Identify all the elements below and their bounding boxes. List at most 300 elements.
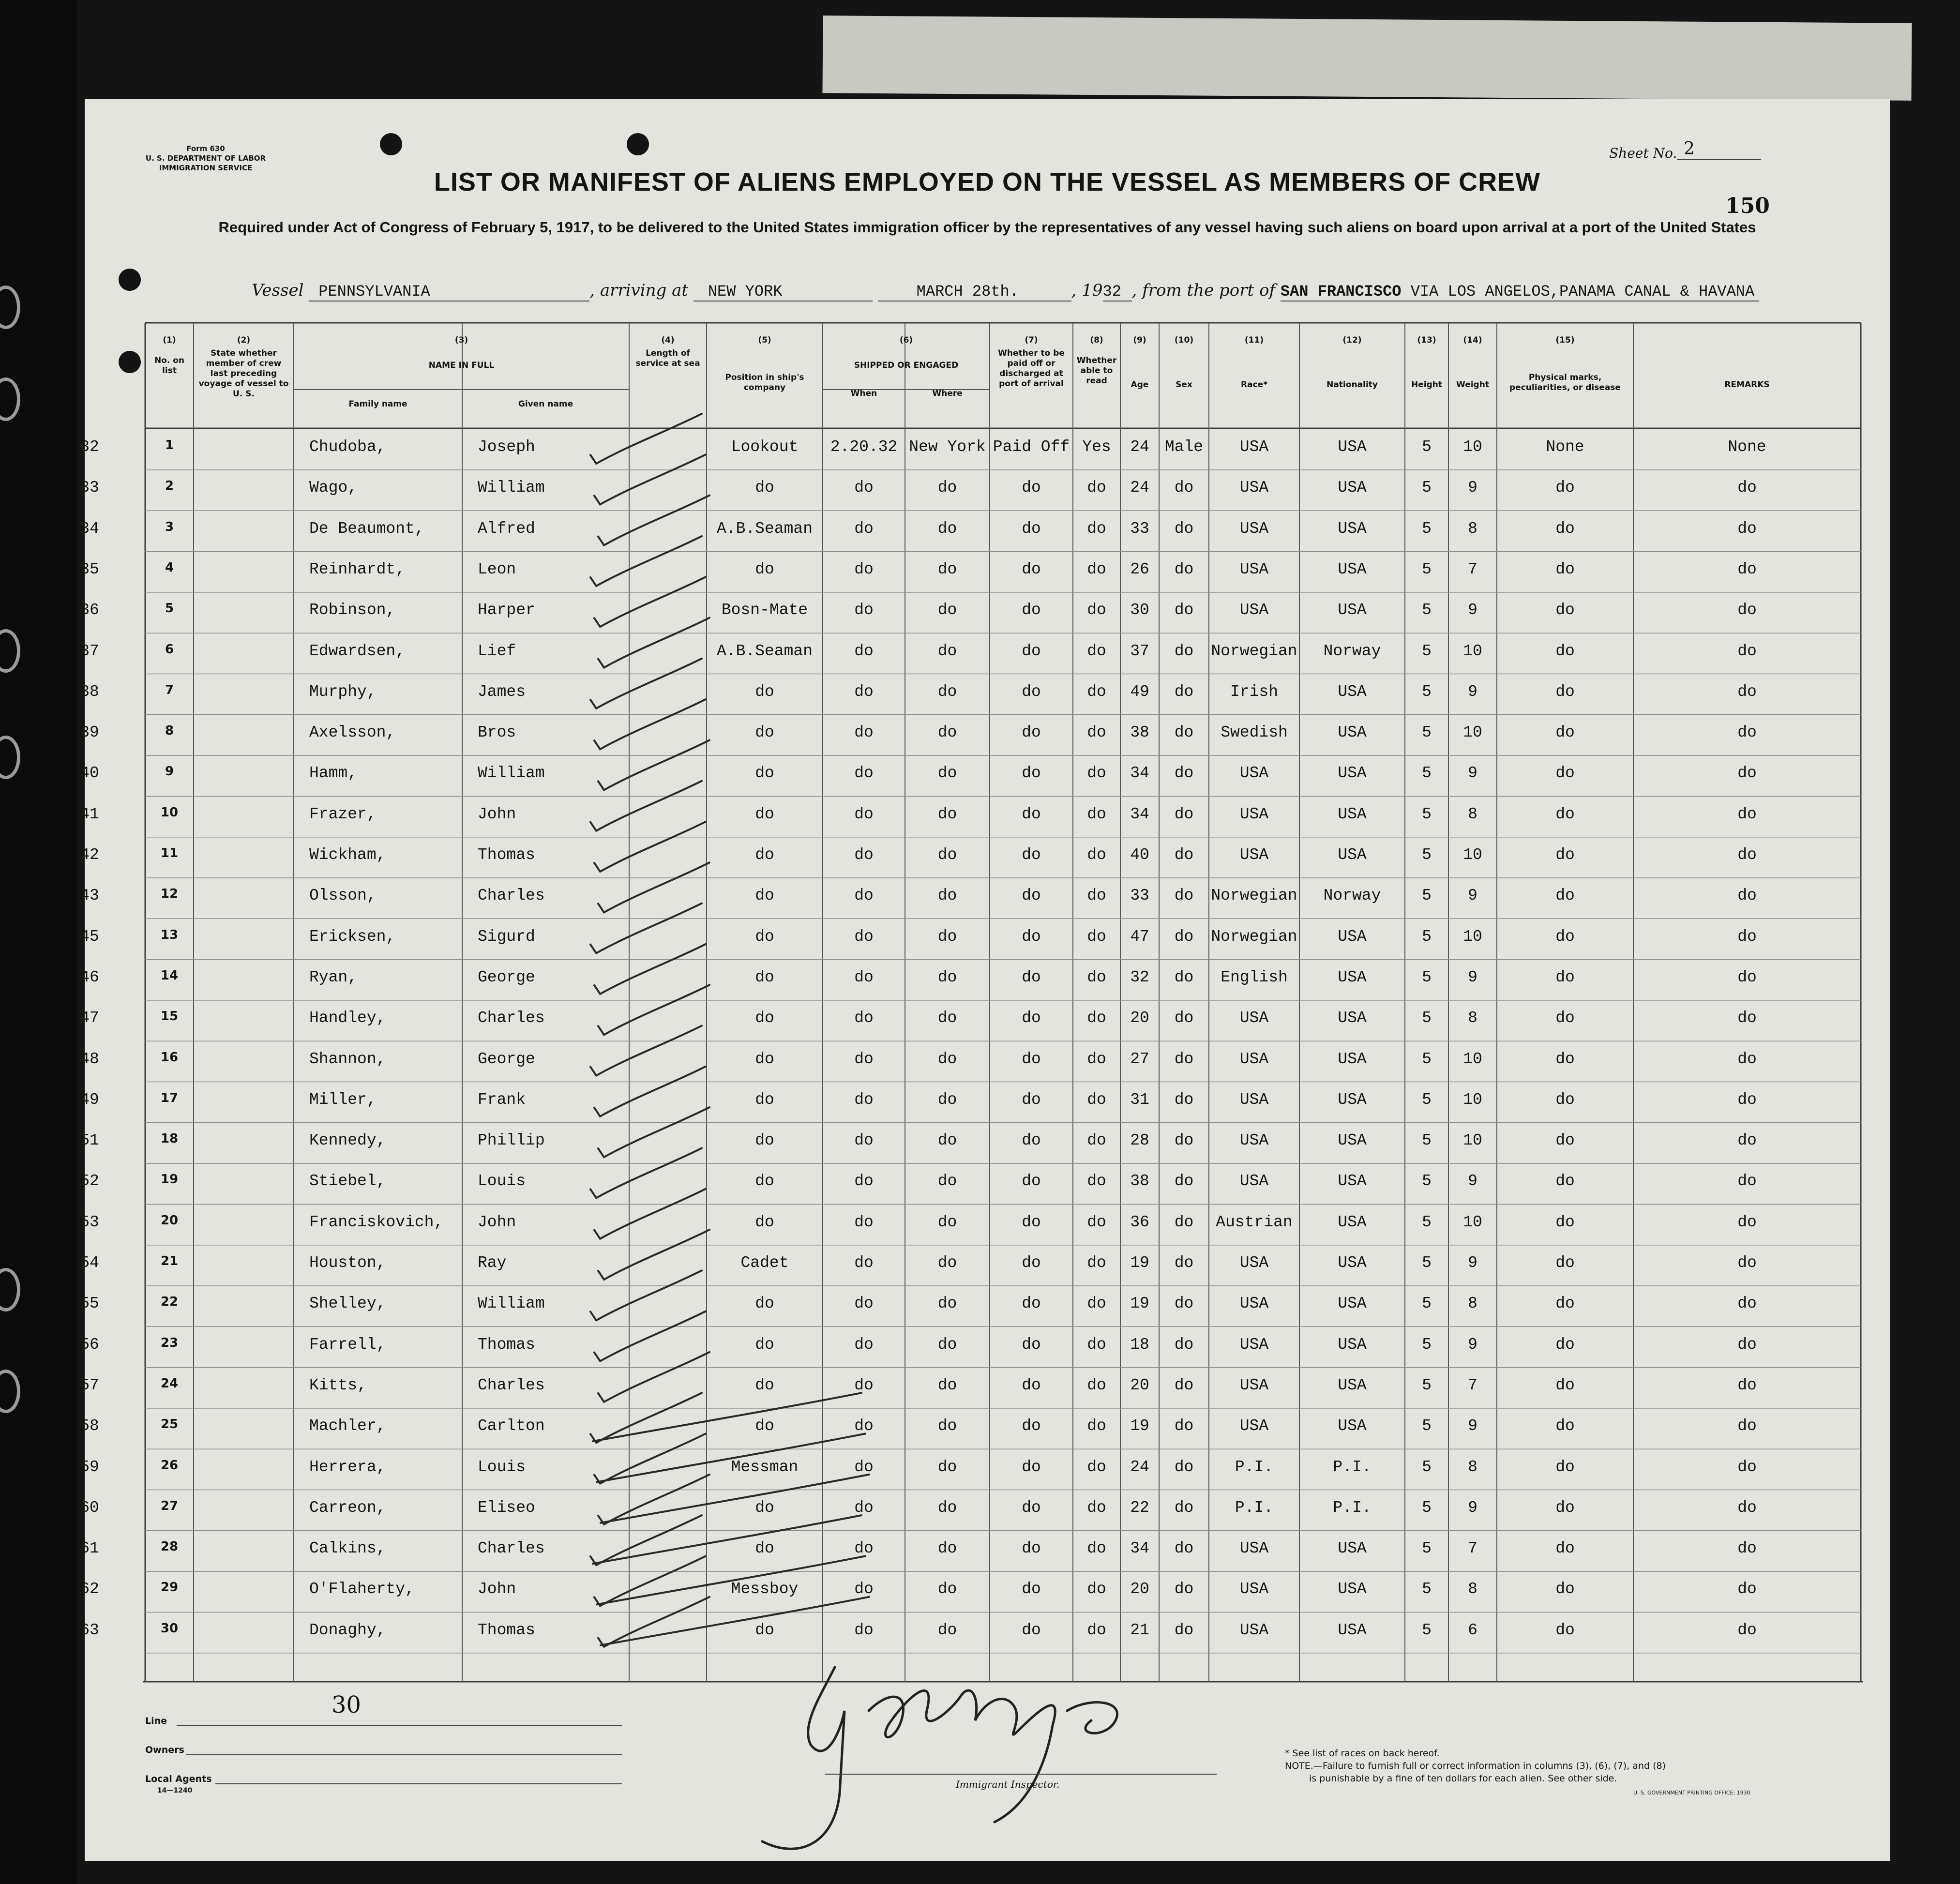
column-header-c11: Race*	[1240, 380, 1268, 390]
cell-fam: Ryan,	[309, 968, 358, 986]
margin-line-number: 46	[80, 968, 99, 986]
cell-nat: USA	[1338, 1335, 1367, 1354]
cell-race: USA	[1239, 1295, 1269, 1313]
cell-race: Austrian	[1216, 1213, 1293, 1231]
cell-pos: do	[755, 764, 774, 783]
cell-read: do	[1087, 1254, 1106, 1272]
column-header-c13: Height	[1411, 380, 1442, 390]
cell-paid: Paid Off	[993, 438, 1070, 456]
cell-nat: USA	[1338, 927, 1367, 946]
cell-marks: do	[1555, 1580, 1575, 1598]
cell-age: 40	[1130, 846, 1149, 864]
cell-where: do	[937, 1498, 957, 1517]
cell-read: do	[1087, 1335, 1106, 1354]
inspector-signature	[762, 1667, 1117, 1849]
cell-n: 11	[160, 846, 179, 860]
cell-pos: do	[755, 1621, 774, 1639]
cell-sex: do	[1174, 805, 1194, 823]
cell-when: do	[854, 1131, 874, 1150]
cell-age: 30	[1130, 601, 1149, 619]
line-label: Line	[145, 1716, 167, 1726]
cell-when: do	[854, 519, 874, 538]
cell-wt: 8	[1468, 1009, 1478, 1027]
cell-n: 3	[165, 519, 174, 534]
margin-line-number: 63	[80, 1621, 99, 1639]
cell-nat: P.I.	[1333, 1458, 1372, 1476]
cell-pos: do	[755, 1090, 774, 1109]
cell-rem: do	[1737, 1213, 1757, 1231]
cell-fam: Carreon,	[309, 1498, 386, 1517]
cell-rem: do	[1737, 1050, 1757, 1068]
cell-sex: do	[1174, 723, 1194, 742]
cell-when: do	[854, 642, 874, 660]
cell-n: 27	[160, 1498, 179, 1513]
cell-ht: 5	[1422, 1621, 1432, 1639]
cell-nat: USA	[1338, 1131, 1367, 1150]
cell-paid: do	[1022, 1458, 1041, 1476]
cell-nat: USA	[1338, 764, 1367, 783]
cell-ht: 5	[1422, 1213, 1432, 1231]
cell-marks: do	[1555, 1498, 1575, 1517]
cell-race: USA	[1239, 1335, 1269, 1354]
cell-giv: Thomas	[478, 1621, 535, 1639]
cell-age: 49	[1130, 682, 1149, 701]
cell-read: do	[1087, 1417, 1106, 1435]
cell-giv: George	[478, 968, 535, 986]
check-mark	[594, 577, 706, 627]
cell-rem: do	[1737, 1621, 1757, 1639]
penalty-note-cont: is punishable by a fine of ten dollars for each alien. See other side.	[1309, 1773, 1617, 1784]
cell-giv: John	[478, 805, 516, 823]
cell-sex: do	[1174, 1580, 1194, 1598]
margin-line-number: 55	[80, 1295, 99, 1313]
cell-race: Swedish	[1221, 723, 1288, 742]
cell-wt: 10	[1463, 723, 1482, 742]
cell-nat: USA	[1338, 1050, 1367, 1068]
cell-n: 22	[160, 1295, 179, 1310]
cell-where: do	[937, 887, 957, 905]
cell-paid: do	[1022, 968, 1041, 986]
cell-pos: do	[755, 1335, 774, 1354]
cell-n: 2	[165, 479, 174, 494]
cell-ht: 5	[1422, 1050, 1432, 1068]
cell-where: do	[937, 479, 957, 497]
check-mark	[594, 944, 706, 994]
margin-line-number: 56	[80, 1335, 99, 1354]
sheet-label: Sheet No.	[1609, 145, 1677, 161]
cell-rem: do	[1737, 1090, 1757, 1109]
cell-paid: do	[1022, 519, 1041, 538]
cell-when: do	[854, 1050, 874, 1068]
cell-race: P.I.	[1235, 1458, 1274, 1476]
underlying-page-edge	[822, 15, 1912, 101]
cell-age: 38	[1130, 1172, 1149, 1191]
check-mark	[598, 740, 709, 790]
cell-n: 29	[160, 1580, 179, 1595]
inspector-label: Immigrant Inspector.	[956, 1778, 1060, 1790]
cell-nat: USA	[1338, 438, 1367, 456]
cell-wt: 9	[1468, 887, 1478, 905]
cell-when: do	[854, 1580, 874, 1598]
cell-pos: do	[755, 968, 774, 986]
column-number-n14: (14)	[1463, 335, 1482, 345]
cell-nat: USA	[1338, 1295, 1367, 1313]
cell-wt: 7	[1468, 1376, 1478, 1394]
cell-age: 31	[1130, 1090, 1149, 1109]
cell-marks: do	[1555, 927, 1575, 946]
cell-marks: do	[1555, 1172, 1575, 1191]
cell-sex: do	[1174, 601, 1194, 619]
cell-rem: do	[1737, 927, 1757, 946]
cell-read: do	[1087, 887, 1106, 905]
cell-pos: Lookout	[731, 438, 799, 456]
cell-fam: Reinhardt,	[309, 560, 406, 578]
cell-when: do	[854, 1539, 874, 1558]
column-number-n4: (4)	[661, 335, 675, 345]
cell-n: 28	[160, 1539, 179, 1554]
cell-when: do	[854, 1621, 874, 1639]
cell-when: do	[854, 887, 874, 905]
cell-sex: do	[1174, 927, 1194, 946]
cell-when: do	[854, 601, 874, 619]
margin-line-number: 33	[80, 479, 99, 497]
check-mark-stroke	[597, 1556, 865, 1604]
cell-when: do	[854, 1458, 874, 1476]
cell-age: 20	[1130, 1009, 1149, 1027]
cell-pos: do	[755, 1172, 774, 1191]
column-number-n8: (8)	[1090, 335, 1103, 345]
vessel-label: Vessel	[252, 281, 304, 300]
cell-read: do	[1087, 1090, 1106, 1109]
margin-line-number: 49	[80, 1090, 99, 1109]
binder-ring	[0, 736, 20, 779]
cell-sex: do	[1174, 1090, 1194, 1109]
cell-marks: do	[1555, 1621, 1575, 1639]
column-number-n6: (6)	[899, 335, 913, 345]
cell-fam: Calkins,	[309, 1539, 386, 1558]
cell-fam: Shelley,	[309, 1295, 386, 1313]
cell-where: do	[937, 1580, 957, 1598]
column-number-n10: (10)	[1174, 335, 1194, 345]
cell-race: Norwegian	[1211, 887, 1297, 905]
cell-where: New York	[909, 438, 986, 456]
cell-wt: 9	[1468, 1254, 1478, 1272]
cell-marks: do	[1555, 805, 1575, 823]
cell-giv: William	[478, 1295, 545, 1313]
page-number: 150	[1725, 194, 1770, 218]
cell-giv: Frank	[478, 1090, 526, 1109]
cell-nat: Norway	[1323, 887, 1381, 905]
cell-age: 27	[1130, 1050, 1149, 1068]
cell-nat: USA	[1338, 1090, 1367, 1109]
cell-read: do	[1087, 642, 1106, 660]
cell-wt: 10	[1463, 438, 1482, 456]
cell-age: 26	[1130, 560, 1149, 578]
cell-ht: 5	[1422, 601, 1432, 619]
cell-age: 19	[1130, 1295, 1149, 1313]
cell-paid: do	[1022, 1417, 1041, 1435]
cell-age: 34	[1130, 764, 1149, 783]
cell-giv: Alfred	[478, 519, 535, 538]
cell-n: 1	[165, 438, 174, 452]
cell-when: do	[854, 1376, 874, 1394]
cell-rem: do	[1737, 601, 1757, 619]
cell-sex: do	[1174, 1621, 1194, 1639]
cell-paid: do	[1022, 927, 1041, 946]
cell-n: 12	[160, 887, 179, 902]
cell-race: USA	[1239, 805, 1269, 823]
cell-nat: USA	[1338, 968, 1367, 986]
cell-n: 17	[160, 1090, 179, 1105]
cell-where: do	[937, 1621, 957, 1639]
sheet-number: 2	[1677, 139, 1761, 160]
cell-giv: John	[478, 1580, 516, 1598]
cell-read: do	[1087, 805, 1106, 823]
cell-ht: 5	[1422, 723, 1432, 742]
cell-when: do	[854, 1254, 874, 1272]
check-mark-stroke	[597, 1434, 865, 1482]
cell-race: USA	[1239, 846, 1269, 864]
cell-ht: 5	[1422, 438, 1432, 456]
cell-read: do	[1087, 1376, 1106, 1394]
cell-giv: Carlton	[478, 1417, 545, 1435]
cell-wt: 10	[1463, 1131, 1482, 1150]
cell-paid: do	[1022, 1335, 1041, 1354]
cell-where: do	[937, 642, 957, 660]
cell-wt: 9	[1468, 1417, 1478, 1435]
cell-wt: 8	[1468, 1580, 1478, 1598]
cell-race: English	[1221, 968, 1288, 986]
check-mark	[598, 1107, 709, 1157]
margin-line-number: 37	[80, 642, 99, 660]
cell-pos: do	[755, 1498, 774, 1517]
column-header-c14: Weight	[1456, 380, 1489, 390]
check-mark	[598, 618, 709, 668]
margin-line-number: 41	[80, 805, 99, 823]
cell-ht: 5	[1422, 764, 1432, 783]
cell-rem: do	[1737, 560, 1757, 578]
column-number-n2: (2)	[237, 335, 251, 345]
cell-when: do	[854, 1090, 874, 1109]
cell-fam: Handley,	[309, 1009, 386, 1027]
cell-sex: do	[1174, 1458, 1194, 1476]
cell-ht: 5	[1422, 1295, 1432, 1313]
cell-ht: 5	[1422, 1458, 1432, 1476]
cell-fam: Franciskovich,	[309, 1213, 444, 1231]
line-value: 30	[332, 1691, 362, 1718]
cell-fam: Hamm,	[309, 764, 358, 783]
cell-ht: 5	[1422, 1580, 1432, 1598]
cell-where: do	[937, 968, 957, 986]
cell-when: do	[854, 1172, 874, 1191]
cell-nat: P.I.	[1333, 1498, 1372, 1517]
cell-sex: do	[1174, 1417, 1194, 1435]
cell-n: 4	[165, 560, 174, 575]
cell-age: 33	[1130, 887, 1149, 905]
cell-fam: Axelsson,	[309, 723, 396, 742]
cell-ht: 5	[1422, 1335, 1432, 1354]
check-mark	[594, 454, 706, 504]
cell-rem: do	[1737, 1295, 1757, 1313]
column-number-n15: (15)	[1555, 335, 1575, 345]
cell-marks: do	[1555, 1295, 1575, 1313]
cell-when: do	[854, 1498, 874, 1517]
cell-read: do	[1087, 1458, 1106, 1476]
cell-n: 6	[165, 642, 174, 657]
cell-read: do	[1087, 723, 1106, 742]
cell-where: do	[937, 1376, 957, 1394]
cell-wt: 6	[1468, 1621, 1478, 1639]
cell-fam: Edwardsen,	[309, 642, 406, 660]
cell-n: 18	[160, 1131, 179, 1146]
cell-paid: do	[1022, 601, 1041, 619]
cell-rem: do	[1737, 723, 1757, 742]
cell-fam: Machler,	[309, 1417, 386, 1435]
column-header-c9: Age	[1131, 380, 1149, 390]
margin-line-number: 36	[80, 601, 99, 619]
cell-rem: do	[1737, 1172, 1757, 1191]
cell-nat: USA	[1338, 1417, 1367, 1435]
cell-ht: 5	[1422, 887, 1432, 905]
cell-fam: Donaghy,	[309, 1621, 386, 1639]
cell-pos: do	[755, 805, 774, 823]
cell-wt: 8	[1468, 1295, 1478, 1313]
cell-pos: do	[755, 1295, 774, 1313]
cell-marks: do	[1555, 682, 1575, 701]
cell-paid: do	[1022, 560, 1041, 578]
cell-giv: Thomas	[478, 1335, 535, 1354]
cell-where: do	[937, 1090, 957, 1109]
cell-age: 20	[1130, 1580, 1149, 1598]
cell-fam: Farrell,	[309, 1335, 386, 1354]
column-header-c12: Nationality	[1327, 380, 1378, 390]
margin-line-number: 35	[80, 560, 99, 578]
cell-wt: 10	[1463, 642, 1482, 660]
cell-sex: do	[1174, 1172, 1194, 1191]
cell-ht: 5	[1422, 1090, 1432, 1109]
cell-where: do	[937, 1254, 957, 1272]
cell-rem: do	[1737, 1254, 1757, 1272]
cell-ht: 5	[1422, 560, 1432, 578]
cell-rem: do	[1737, 479, 1757, 497]
cell-read: Yes	[1082, 438, 1111, 456]
cell-race: USA	[1239, 1131, 1269, 1150]
cell-fam: Herrera,	[309, 1458, 386, 1476]
page-title: LIST OR MANIFEST OF ALIENS EMPLOYED ON THE VESSEL AS MEMBERS OF CREW	[434, 167, 1541, 196]
margin-line-number: 45	[80, 927, 99, 946]
margin-line-number: 60	[80, 1498, 99, 1517]
cell-read: do	[1087, 1580, 1106, 1598]
cell-n: 16	[160, 1050, 179, 1065]
cell-when: do	[854, 560, 874, 578]
cell-rem: None	[1728, 438, 1766, 456]
binder-ring	[0, 377, 20, 421]
cell-when: do	[854, 1335, 874, 1354]
cell-sex: do	[1174, 519, 1194, 538]
agents-underline	[215, 1783, 622, 1784]
cell-when: 2.20.32	[830, 438, 898, 456]
cell-nat: USA	[1338, 519, 1367, 538]
cell-age: 47	[1130, 927, 1149, 946]
binder-ring	[0, 1370, 20, 1413]
cell-where: do	[937, 519, 957, 538]
cell-sex: do	[1174, 1131, 1194, 1150]
cell-giv: Leon	[478, 560, 516, 578]
cell-n: 23	[160, 1335, 179, 1350]
cell-rem: do	[1737, 846, 1757, 864]
printer-credit: U. S. GOVERNMENT PRINTING OFFICE: 1930	[1633, 1790, 1750, 1796]
cell-fam: Murphy,	[309, 682, 377, 701]
cell-paid: do	[1022, 1376, 1041, 1394]
cell-nat: USA	[1338, 1009, 1367, 1027]
cell-fam: De Beaumont,	[309, 519, 424, 538]
cell-where: do	[937, 723, 957, 742]
cell-rem: do	[1737, 1580, 1757, 1598]
cell-giv: William	[478, 764, 545, 783]
cell-where: do	[937, 1172, 957, 1191]
departure-route: VIA LOS ANGELOS,PANAMA CANAL & HAVANA	[1410, 283, 1755, 301]
margin-line-number: 62	[80, 1580, 99, 1598]
cell-pos: do	[755, 1539, 774, 1558]
column-number-n3: (3)	[454, 335, 468, 345]
cell-where: do	[937, 1539, 957, 1558]
cell-marks: do	[1555, 887, 1575, 905]
cell-sex: do	[1174, 764, 1194, 783]
cell-giv: Joseph	[478, 438, 535, 456]
cell-where: do	[937, 1050, 957, 1068]
column-header-c5: Position in ship's company	[725, 373, 804, 392]
cell-paid: do	[1022, 805, 1041, 823]
cell-ht: 5	[1422, 1376, 1432, 1394]
cell-age: 24	[1130, 438, 1149, 456]
check-mark	[594, 1434, 706, 1484]
cell-fam: Stiebel,	[309, 1172, 386, 1191]
cell-paid: do	[1022, 1009, 1041, 1027]
cell-rem: do	[1737, 805, 1757, 823]
service-name: IMMIGRATION SERVICE	[159, 164, 253, 172]
cell-rem: do	[1737, 1417, 1757, 1435]
cell-giv: Thomas	[478, 846, 535, 864]
cell-marks: do	[1555, 1335, 1575, 1354]
cell-rem: do	[1737, 887, 1757, 905]
cell-race: USA	[1239, 764, 1269, 783]
cell-marks: do	[1555, 601, 1575, 619]
cell-paid: do	[1022, 1539, 1041, 1558]
cell-marks: do	[1555, 479, 1575, 497]
cell-wt: 9	[1468, 968, 1478, 986]
cell-marks: do	[1555, 1458, 1575, 1476]
cell-wt: 9	[1468, 764, 1478, 783]
cell-wt: 9	[1468, 479, 1478, 497]
cell-fam: Robinson,	[309, 601, 396, 619]
column-number-n13: (13)	[1417, 335, 1436, 345]
cell-giv: Charles	[478, 1009, 545, 1027]
cell-n: 26	[160, 1458, 179, 1473]
cell-pos: do	[755, 1050, 774, 1068]
check-mark	[598, 1475, 709, 1524]
cell-age: 34	[1130, 805, 1149, 823]
cell-age: 24	[1130, 479, 1149, 497]
column-header-c3: NAME IN FULL	[428, 361, 495, 370]
cell-paid: do	[1022, 887, 1041, 905]
cell-age: 21	[1130, 1621, 1149, 1639]
vessel-name: PENNSYLVANIA	[309, 283, 589, 301]
cell-paid: do	[1022, 1498, 1041, 1517]
owners-label: Owners	[145, 1745, 184, 1755]
cell-read: do	[1087, 764, 1106, 783]
cell-wt: 9	[1468, 682, 1478, 701]
cell-marks: do	[1555, 1009, 1575, 1027]
